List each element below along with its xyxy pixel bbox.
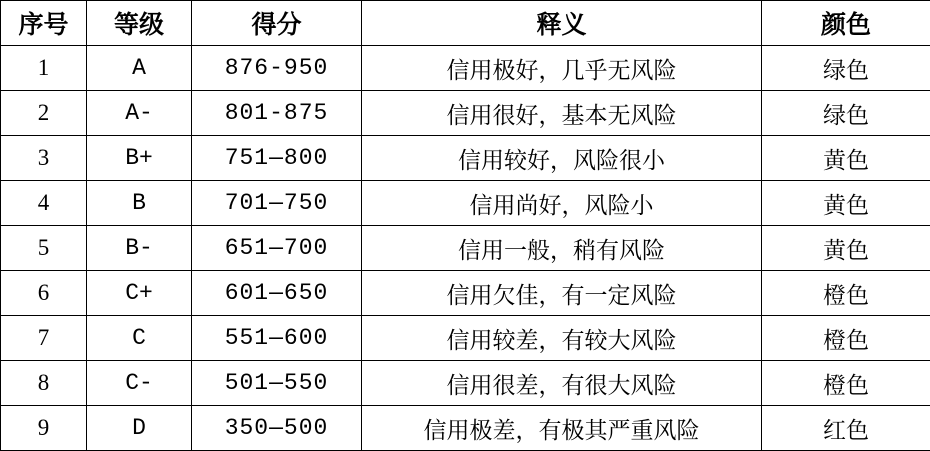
table-row <box>1 136 930 181</box>
cell-score: 876-950 <box>192 46 362 91</box>
cell-color: 黄色 <box>762 136 930 181</box>
table-row <box>1 316 930 361</box>
cell-meaning: 信用较差，有较大风险 <box>362 316 762 361</box>
cell-index: 1 <box>1 46 87 91</box>
cell-meaning: 信用极好，几乎无风险 <box>362 46 762 91</box>
cell-meaning: 信用欠佳，有一定风险 <box>362 271 762 316</box>
cell-grade: C <box>87 316 192 361</box>
cell-meaning: 信用很差，有很大风险 <box>362 361 762 406</box>
cell-index: 3 <box>1 136 87 181</box>
cell-meaning: 信用很好，基本无风险 <box>362 91 762 136</box>
table-row <box>1 271 930 316</box>
cell-grade: C+ <box>87 271 192 316</box>
column-header-color: 颜色 <box>762 1 930 46</box>
table-body <box>1 46 930 451</box>
header-row <box>1 1 930 46</box>
column-header-meaning: 释义 <box>362 1 762 46</box>
cell-grade: D <box>87 406 192 451</box>
cell-grade: A- <box>87 91 192 136</box>
cell-grade: C- <box>87 361 192 406</box>
table-row <box>1 226 930 271</box>
cell-score: 551—600 <box>192 316 362 361</box>
cell-grade: A <box>87 46 192 91</box>
cell-index: 7 <box>1 316 87 361</box>
cell-color: 橙色 <box>762 316 930 361</box>
table-row <box>1 181 930 226</box>
table-header <box>1 1 930 46</box>
cell-meaning: 信用一般，稍有风险 <box>362 226 762 271</box>
table-row <box>1 46 930 91</box>
cell-score: 701—750 <box>192 181 362 226</box>
cell-score: 751—800 <box>192 136 362 181</box>
cell-meaning: 信用较好，风险很小 <box>362 136 762 181</box>
cell-index: 8 <box>1 361 87 406</box>
cell-score: 801-875 <box>192 91 362 136</box>
cell-color: 绿色 <box>762 46 930 91</box>
cell-score: 651—700 <box>192 226 362 271</box>
table-row <box>1 406 930 451</box>
cell-score: 601—650 <box>192 271 362 316</box>
cell-color: 橙色 <box>762 271 930 316</box>
cell-index: 5 <box>1 226 87 271</box>
cell-grade: B- <box>87 226 192 271</box>
cell-score: 501—550 <box>192 361 362 406</box>
cell-index: 4 <box>1 181 87 226</box>
cell-index: 6 <box>1 271 87 316</box>
cell-score: 350—500 <box>192 406 362 451</box>
cell-grade: B+ <box>87 136 192 181</box>
cell-color: 黄色 <box>762 181 930 226</box>
column-header-index: 序号 <box>1 1 87 46</box>
cell-grade: B <box>87 181 192 226</box>
cell-color: 黄色 <box>762 226 930 271</box>
column-header-score: 得分 <box>192 1 362 46</box>
cell-color: 绿色 <box>762 91 930 136</box>
cell-color: 橙色 <box>762 361 930 406</box>
cell-meaning: 信用极差，有极其严重风险 <box>362 406 762 451</box>
cell-color: 红色 <box>762 406 930 451</box>
column-header-grade: 等级 <box>87 1 192 46</box>
cell-index: 2 <box>1 91 87 136</box>
table-row <box>1 91 930 136</box>
table-row <box>1 361 930 406</box>
cell-meaning: 信用尚好，风险小 <box>362 181 762 226</box>
cell-index: 9 <box>1 406 87 451</box>
